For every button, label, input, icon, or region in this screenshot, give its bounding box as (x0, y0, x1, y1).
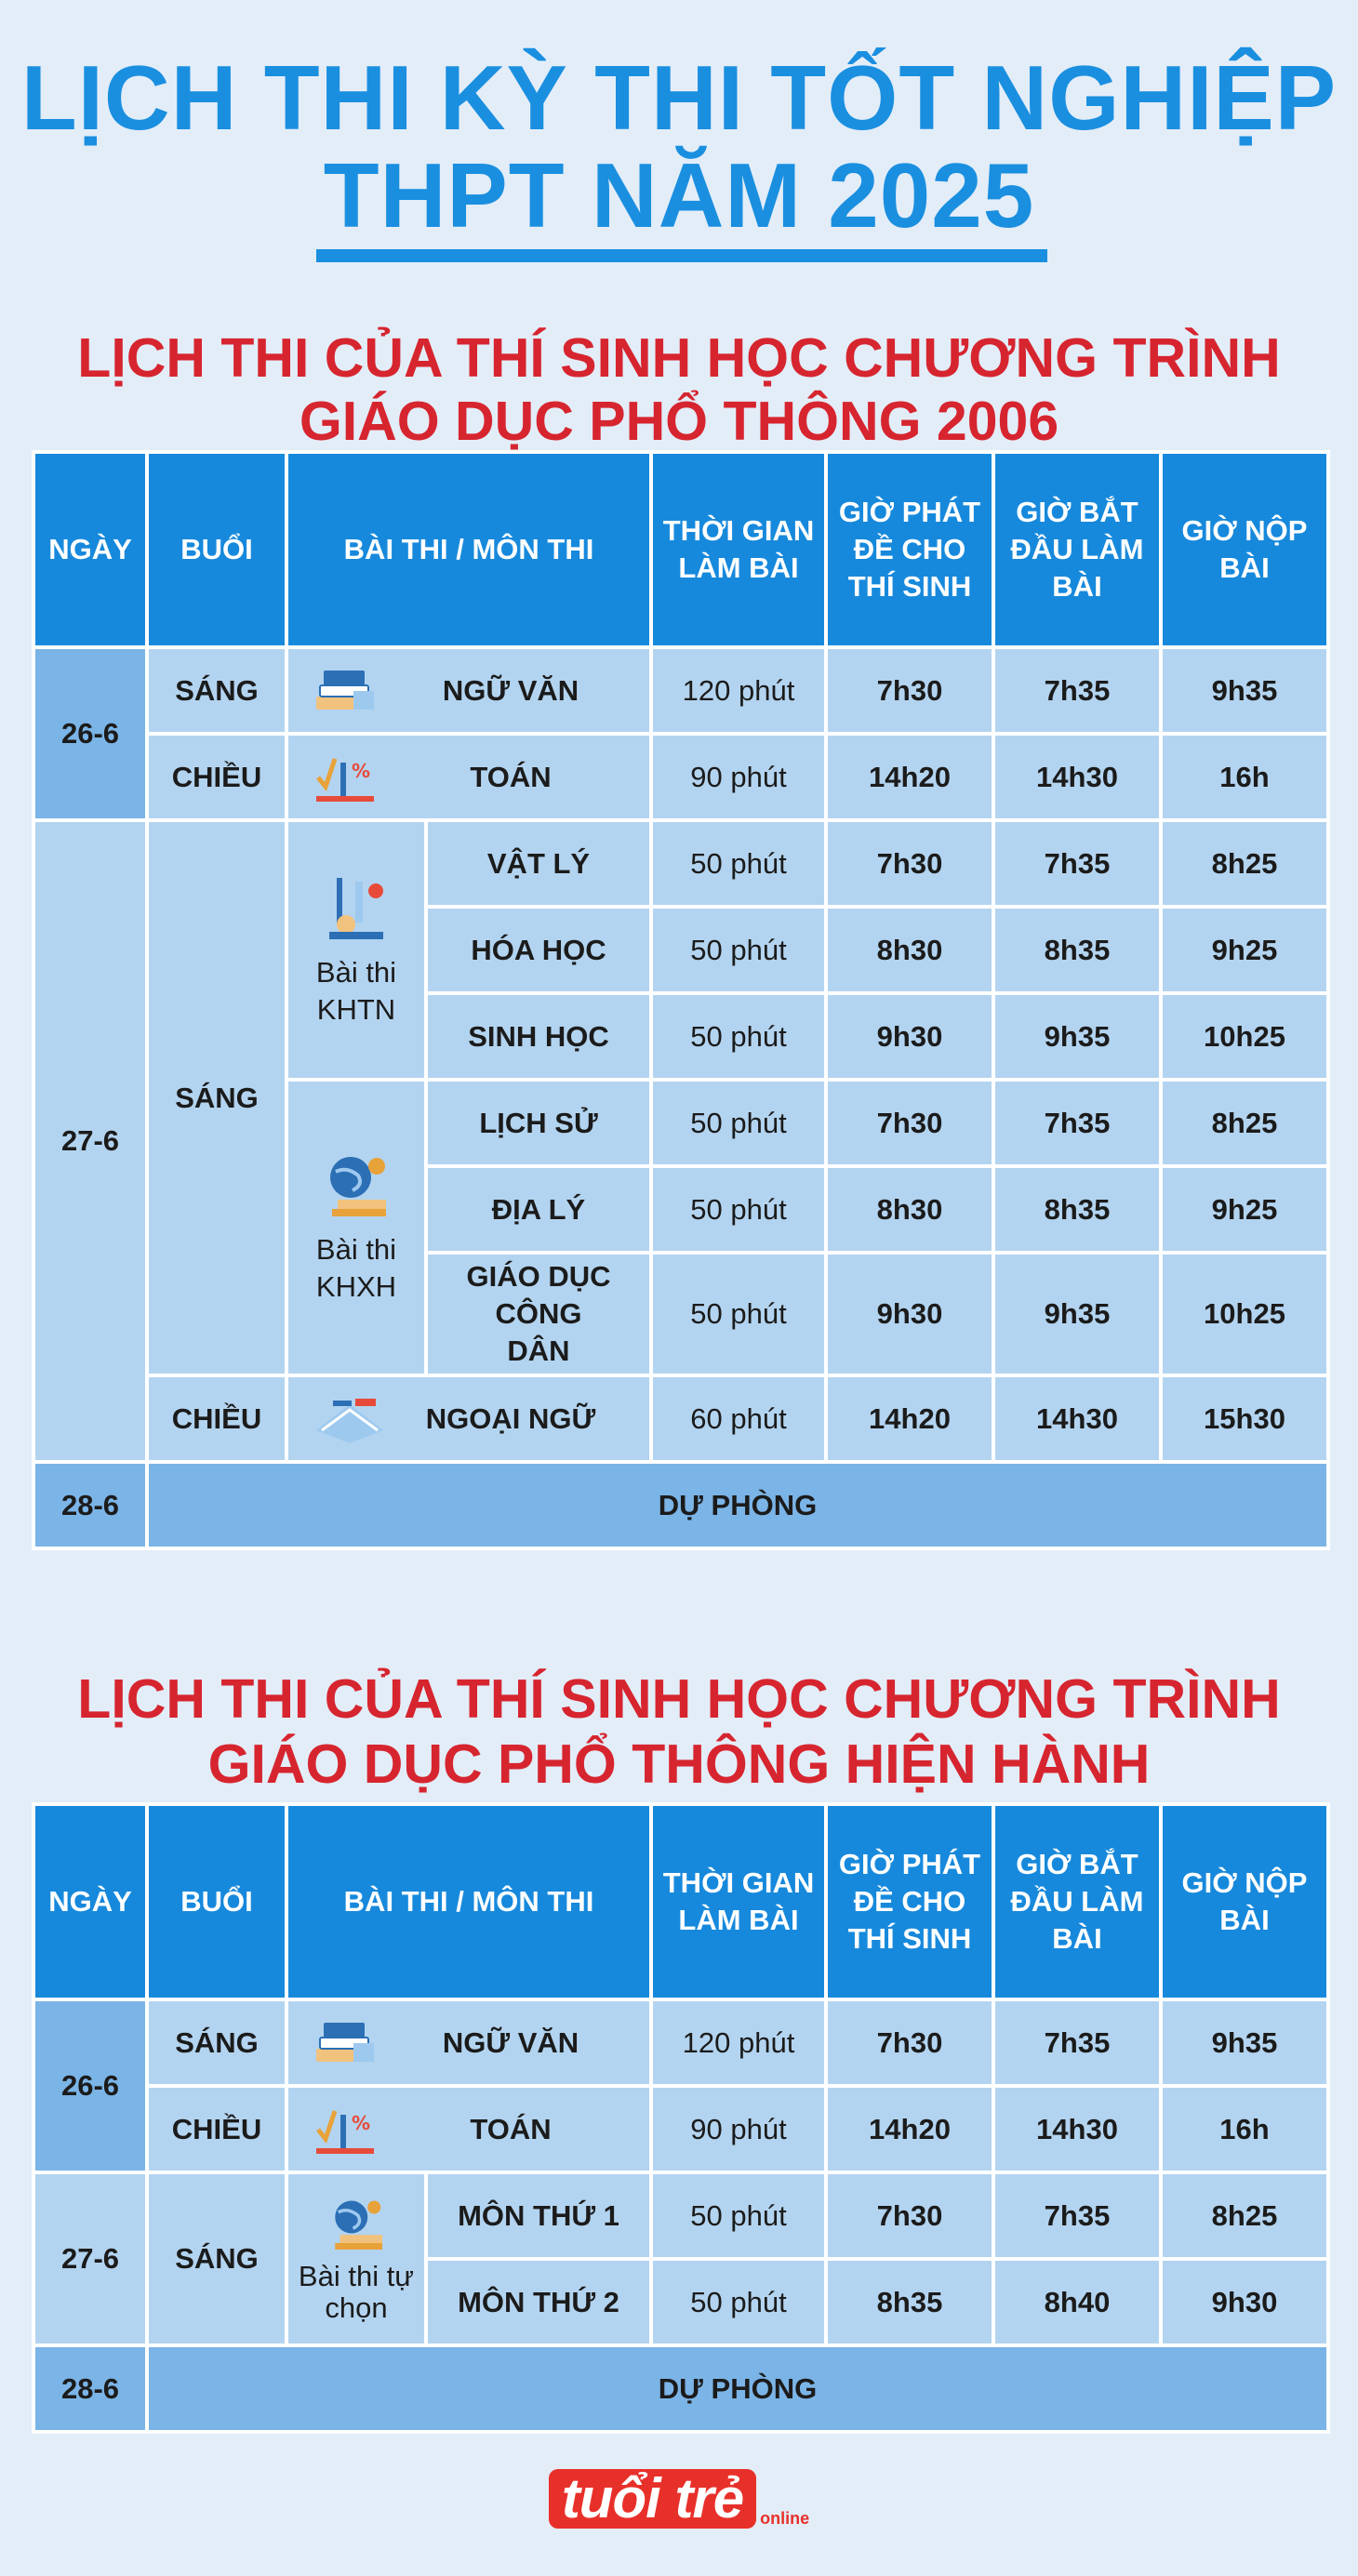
duration-cell: 90 phút (651, 734, 826, 820)
table-row (33, 2172, 1328, 2259)
start-cell: 9h35 (993, 993, 1161, 1080)
table-row (33, 2086, 1328, 2172)
day-cell: 27-6 (33, 2172, 147, 2345)
table-row (33, 1999, 1328, 2086)
group-label: Bài thi tự chọn (298, 2260, 415, 2324)
subject-cell: VẬT LÝ (426, 820, 651, 907)
day-cell: 27-6 (33, 820, 147, 1462)
globe-icon (319, 1149, 393, 1224)
subject-cell: MÔN THỨ 1 (426, 2172, 651, 2259)
col-header-duration: THỜI GIAN LÀM BÀI (651, 452, 826, 647)
duration-cell: 50 phút (651, 993, 826, 1080)
subject-cell: GIÁO DỤC CÔNG DÂN (426, 1253, 651, 1375)
submit-cell: 9h25 (1161, 1166, 1328, 1253)
schedule-table-2006 (32, 450, 1330, 1550)
section2-title-line1: LỊCH THI CỦA THÍ SINH HỌC CHƯƠNG TRÌNH (77, 1668, 1281, 1730)
schedule-table-current (32, 1802, 1330, 2434)
submit-cell: 9h35 (1161, 647, 1328, 734)
section2-title-line2: GIÁO DỤC PHỔ THÔNG HIỆN HÀNH (207, 1733, 1151, 1795)
col-header-submit: GIỜ NỘP BÀI (1161, 1804, 1328, 1999)
section1-title-line2: GIÁO DỤC PHỔ THÔNG 2006 (299, 391, 1059, 452)
group-label: Bài thi KHTN (315, 955, 397, 1026)
subject-cell: SINH HỌC (426, 993, 651, 1080)
submit-cell: 8h25 (1161, 1080, 1328, 1166)
duration-cell: 50 phút (651, 2172, 826, 2259)
table-row (33, 820, 1328, 907)
start-cell: 14h30 (993, 2086, 1161, 2172)
hand-out-cell: 7h30 (826, 647, 993, 734)
col-header-session: BUỔI (147, 452, 286, 647)
brand-logo (0, 2469, 1358, 2529)
duration-cell: 50 phút (651, 2259, 826, 2345)
start-cell: 7h35 (993, 1080, 1161, 1166)
submit-cell: 16h (1161, 734, 1328, 820)
duration-cell: 50 phút (651, 1253, 826, 1375)
svg-text:%: % (352, 759, 371, 782)
session-cell: CHIỀU (147, 734, 286, 820)
hand-out-cell: 8h35 (826, 2259, 993, 2345)
day-cell: 28-6 (33, 2345, 147, 2432)
col-header-session: BUỔI (147, 1804, 286, 1999)
session-cell: SÁNG (147, 820, 286, 1375)
books-icon (313, 665, 378, 717)
reserve-cell: DỰ PHÒNG (147, 1462, 1328, 1548)
submit-cell: 9h25 (1161, 907, 1328, 993)
session-cell: SÁNG (147, 647, 286, 734)
col-header-duration: THỜI GIAN LÀM BÀI (651, 1804, 826, 1999)
group-cell-choice (286, 2172, 426, 2345)
subject-label: NGOẠI NGỮ (425, 1401, 596, 1435)
col-header-start: GIỜ BẮT ĐẦU LÀM BÀI (993, 1804, 1161, 1999)
subject-cell (286, 1375, 651, 1462)
start-cell: 7h35 (993, 1999, 1161, 2086)
subject-cell: MÔN THỨ 2 (426, 2259, 651, 2345)
subject-label: TOÁN (470, 760, 552, 793)
duration-cell: 50 phút (651, 1080, 826, 1166)
col-header-day: NGÀY (33, 452, 147, 647)
math-icon (313, 750, 378, 805)
start-cell: 8h35 (993, 1166, 1161, 1253)
col-header-day: NGÀY (33, 1804, 147, 1999)
title-underline (316, 249, 1047, 262)
col-header-submit: GIỜ NỘP BÀI (1161, 452, 1328, 647)
section1-title-line1: LỊCH THI CỦA THÍ SINH HỌC CHƯƠNG TRÌNH (77, 327, 1281, 389)
group-cell-khxh (286, 1080, 426, 1375)
hand-out-cell: 8h30 (826, 907, 993, 993)
col-header-hand-out: GIỜ PHÁT ĐỀ CHO THÍ SINH (826, 1804, 993, 1999)
logo-main: tuổi trẻ (549, 2469, 756, 2529)
day-cell: 26-6 (33, 1999, 147, 2172)
table-row (33, 1375, 1328, 1462)
start-cell: 8h40 (993, 2259, 1161, 2345)
start-cell: 7h35 (993, 647, 1161, 734)
group-label: Bài thi KHXH (315, 1233, 397, 1303)
col-header-subject: BÀI THI / MÔN THI (286, 452, 651, 647)
start-cell: 14h30 (993, 734, 1161, 820)
subject-cell: HÓA HỌC (426, 907, 651, 993)
duration-cell: 120 phút (651, 647, 826, 734)
table-row (33, 1462, 1328, 1548)
science-icon (324, 872, 389, 947)
start-cell: 7h35 (993, 2172, 1161, 2259)
session-cell: CHIỀU (147, 2086, 286, 2172)
hand-out-cell: 7h30 (826, 1999, 993, 2086)
submit-cell: 10h25 (1161, 1253, 1328, 1375)
subject-label: NGỮ VĂN (442, 673, 579, 707)
hand-out-cell: 9h30 (826, 993, 993, 1080)
submit-cell: 10h25 (1161, 993, 1328, 1080)
subject-cell (286, 1999, 651, 2086)
col-header-subject: BÀI THI / MÔN THI (286, 1804, 651, 1999)
table-row (33, 647, 1328, 734)
subject-label: TOÁN (470, 2112, 552, 2145)
table-row (33, 2345, 1328, 2432)
hand-out-cell: 7h30 (826, 1080, 993, 1166)
hand-out-cell: 14h20 (826, 2086, 993, 2172)
table-row (33, 734, 1328, 820)
day-cell: 26-6 (33, 647, 147, 820)
day-cell: 28-6 (33, 1462, 147, 1548)
start-cell: 14h30 (993, 1375, 1161, 1462)
duration-cell: 50 phút (651, 1166, 826, 1253)
subject-cell (286, 2086, 651, 2172)
session-cell: CHIỀU (147, 1375, 286, 1462)
submit-cell: 9h35 (1161, 1999, 1328, 2086)
math-icon (313, 2102, 378, 2158)
duration-cell: 50 phút (651, 820, 826, 907)
duration-cell: 90 phút (651, 2086, 826, 2172)
language-icon (313, 1393, 387, 1445)
svg-text:%: % (352, 2111, 371, 2134)
group-cell-khtn (286, 820, 426, 1080)
col-header-hand-out: GIỜ PHÁT ĐỀ CHO THÍ SINH (826, 452, 993, 647)
submit-cell: 8h25 (1161, 820, 1328, 907)
reserve-cell: DỰ PHÒNG (147, 2345, 1328, 2432)
hand-out-cell: 7h30 (826, 820, 993, 907)
submit-cell: 8h25 (1161, 2172, 1328, 2259)
start-cell: 7h35 (993, 820, 1161, 907)
subject-cell: LỊCH SỬ (426, 1080, 651, 1166)
submit-cell: 16h (1161, 2086, 1328, 2172)
duration-cell: 120 phút (651, 1999, 826, 2086)
subject-label: NGỮ VĂN (442, 2025, 579, 2059)
logo-sub: online (760, 2509, 810, 2528)
hand-out-cell: 14h20 (826, 1375, 993, 1462)
submit-cell: 9h30 (1161, 2259, 1328, 2345)
page-title-line2: THPT NĂM 2025 (323, 144, 1035, 246)
session-cell: SÁNG (147, 1999, 286, 2086)
duration-cell: 50 phút (651, 907, 826, 993)
submit-cell: 15h30 (1161, 1375, 1328, 1462)
books-icon (313, 2017, 378, 2069)
hand-out-cell: 9h30 (826, 1253, 993, 1375)
start-cell: 8h35 (993, 907, 1161, 993)
hand-out-cell: 7h30 (826, 2172, 993, 2259)
start-cell: 9h35 (993, 1253, 1161, 1375)
duration-cell: 60 phút (651, 1375, 826, 1462)
session-cell: SÁNG (147, 2172, 286, 2345)
subject-cell (286, 647, 651, 734)
page-title-line1: LỊCH THI KỲ THI TỐT NGHIỆP (20, 46, 1338, 149)
subject-cell (286, 734, 651, 820)
subject-cell: ĐỊA LÝ (426, 1166, 651, 1253)
col-header-start: GIỜ BẮT ĐẦU LÀM BÀI (993, 452, 1161, 647)
hand-out-cell: 14h20 (826, 734, 993, 820)
hand-out-cell: 8h30 (826, 1166, 993, 1253)
globe-icon (324, 2194, 389, 2253)
